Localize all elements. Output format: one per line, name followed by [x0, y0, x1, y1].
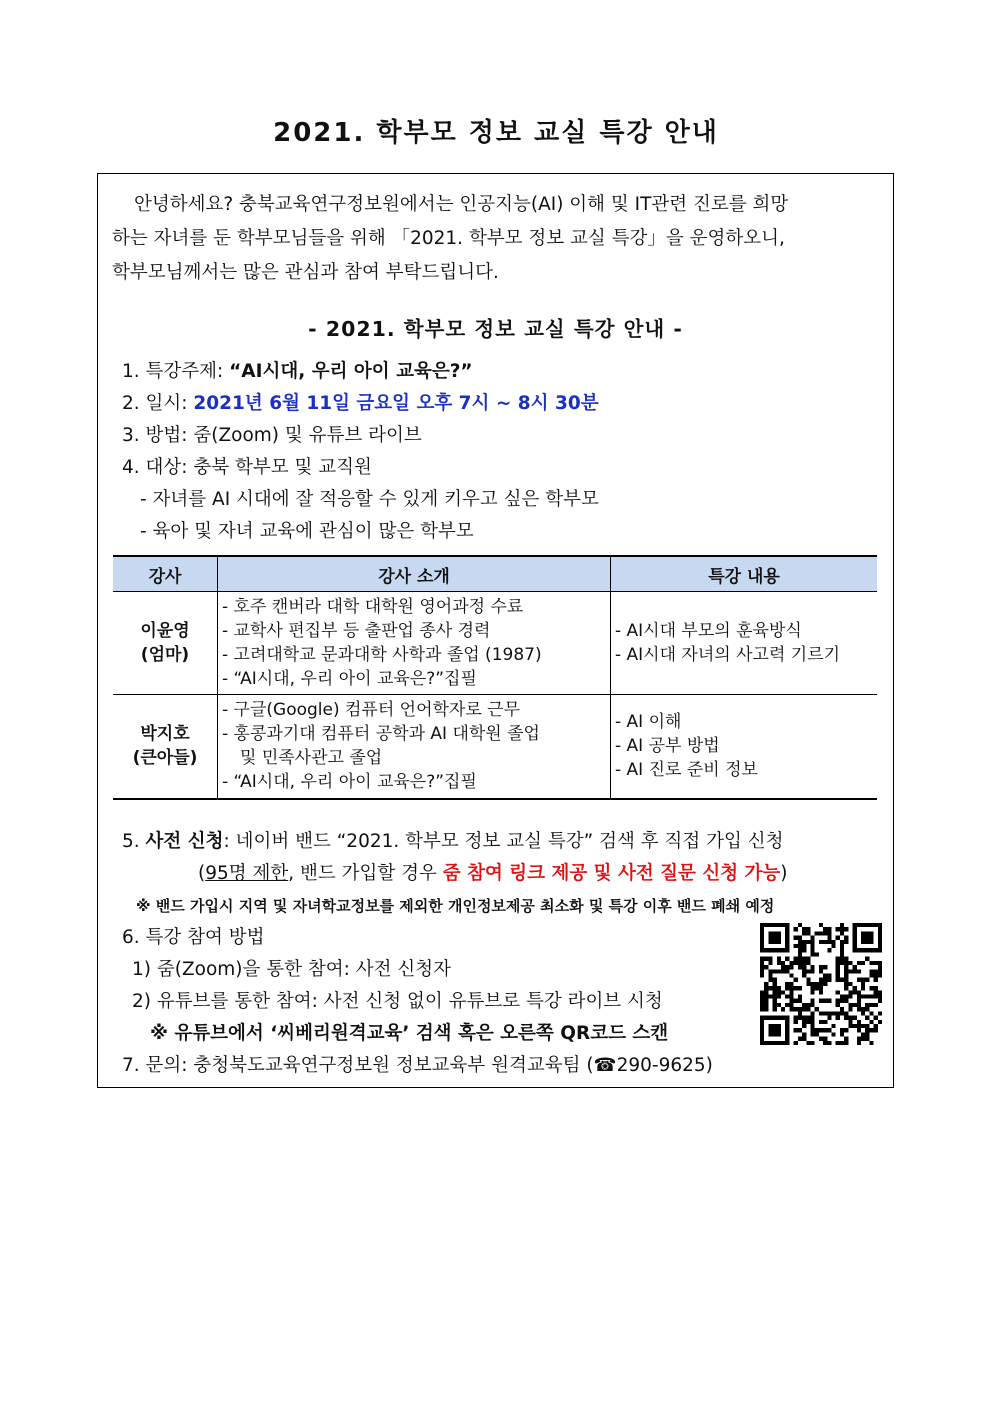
target-item: 4. 대상: 충북 학부모 및 교직원 — [122, 457, 372, 478]
section-title: - 2021. 학부모 정보 교실 특강 안내 - — [308, 317, 683, 341]
apply-prefix: 5. — [122, 831, 146, 852]
topic-label: 1. 특강주제: — [122, 361, 230, 382]
lecturer-name: 박지호 — [140, 724, 190, 745]
apply-limit: 95명 제한 — [205, 863, 289, 884]
notice-box — [97, 173, 894, 1088]
intro-line: - 홍콩과기대 컴퓨터 공학과 AI 대학원 졸업 — [222, 724, 540, 745]
participation-note: ※ 유튜브에서 ‘씨베리원격교육’ 검색 혹은 오른쪽 QR코드 스캔 — [150, 1023, 669, 1044]
intro-line-3: 학부모님께서는 많은 관심과 참여 부탁드립니다. — [112, 262, 499, 283]
lecturer-table — [113, 555, 877, 800]
apply-paren-open: ( — [198, 863, 206, 884]
header-content: 특강 내용 — [611, 556, 878, 592]
contact-line — [122, 1050, 882, 1082]
date-value: 2021년 6월 11일 금요일 오후 7시 ~ 8시 30분 — [193, 393, 599, 414]
participation-way-1: 1) 줌(Zoom)을 통한 참여: 사전 신청자 — [132, 959, 451, 980]
info-list — [122, 356, 882, 548]
table-header-row — [113, 556, 877, 592]
intro-paragraph — [112, 188, 882, 290]
apply-highlight: 줌 참여 링크 제공 및 사전 질문 신청 가능 — [442, 863, 781, 884]
apply-line-1 — [122, 826, 882, 858]
intro-line: - 구글(Google) 컴퓨터 언어학자로 근무 — [222, 700, 521, 721]
header-intro: 강사 소개 — [218, 556, 611, 592]
method-item: 3. 방법: 줌(Zoom) 및 유튜브 라이브 — [122, 425, 422, 446]
intro-line-2: 하는 자녀를 둔 학부모님들을 위해 「2021. 학부모 정보 교실 특강」을 운영하오니, — [112, 228, 785, 249]
apply-note: ※ 밴드 가입시 지역 및 자녀학교정보를 제외한 개인정보제공 최소화 및 특강 이후 밴드 폐쇄 예정 — [136, 897, 775, 915]
content-line: - AI시대 부모의 훈육방식 — [615, 621, 802, 641]
topic-value: “AI시대, 우리 아이 교육은?” — [229, 361, 473, 382]
lecture-content-cell — [611, 695, 878, 799]
content-line: - AI 공부 방법 — [615, 736, 720, 757]
target-sub-item-2: - 육아 및 자녀 교육에 관심이 많은 학부모 — [140, 521, 474, 542]
participation-title: 6. 특강 참여 방법 — [122, 927, 265, 948]
qr-code-icon[interactable] — [760, 923, 882, 1045]
lecturer-name-cell — [113, 592, 218, 695]
intro-line: - 교학사 편집부 등 출판업 종사 경력 — [222, 621, 491, 641]
intro-line: - 고려대학교 문과대학 사학과 졸업 (1987) — [222, 645, 542, 665]
apply-label: 사전 신청 — [145, 831, 224, 852]
lecturer-name-cell — [113, 695, 218, 799]
intro-line: - 호주 캔버라 대학 대학원 영어과정 수료 — [222, 597, 524, 617]
apply-text: : 네이버 밴드 “2021. 학부모 정보 교실 특강” 검색 후 직접 가입 신청 — [223, 831, 784, 852]
contact-close: ) — [705, 1055, 713, 1076]
lecturer-intro-cell — [218, 592, 611, 695]
content-line: - AI시대 자녀의 사고력 기르기 — [615, 645, 841, 665]
date-label: 2. 일시: — [122, 393, 194, 414]
contact-text: 7. 문의: 충청북도교육연구정보원 정보교육부 원격교육팀 ( — [122, 1055, 594, 1076]
contact-phone: 290-9625 — [616, 1055, 706, 1076]
apply-paren-close: ) — [780, 863, 788, 884]
lecturer-role: (엄마) — [140, 645, 190, 665]
date-item — [122, 388, 882, 420]
content-line: - AI 진로 준비 정보 — [615, 760, 758, 781]
lecturer-name: 이윤영 — [140, 621, 190, 641]
topic-item — [122, 356, 882, 388]
lecture-content-cell — [611, 592, 878, 695]
target-sub-item-1: - 자녀를 AI 시대에 잘 적응할 수 있게 키우고 싶은 학부모 — [140, 489, 599, 510]
participation-way-2: 2) 유튜브를 통한 참여: 사전 신청 없이 유튜브로 특강 라이브 시청 — [132, 991, 663, 1012]
header-lecturer: 강사 — [113, 556, 218, 592]
apply-line-2 — [122, 858, 882, 890]
intro-line: 및 민족사관고 졸업 — [240, 748, 383, 769]
intro-line: - “AI시대, 우리 아이 교육은?”집필 — [222, 669, 477, 689]
intro-line: - “AI시대, 우리 아이 교육은?”집필 — [222, 772, 477, 793]
lecturer-role: (큰아들) — [132, 748, 198, 769]
intro-line-1: 안녕하세요? 충북교육연구정보원에서는 인공지능(AI) 이해 및 IT관련 진로를 희망 — [134, 194, 789, 215]
content-line: - AI 이해 — [615, 712, 682, 733]
page-title: 2021. 학부모 정보 교실 특강 안내 — [273, 118, 719, 148]
table-row — [113, 592, 877, 695]
table-row — [113, 695, 877, 799]
phone-icon: ☎ — [593, 1055, 617, 1076]
lecturer-intro-cell — [218, 695, 611, 799]
apply-join: , 밴드 가입할 경우 — [288, 863, 443, 884]
